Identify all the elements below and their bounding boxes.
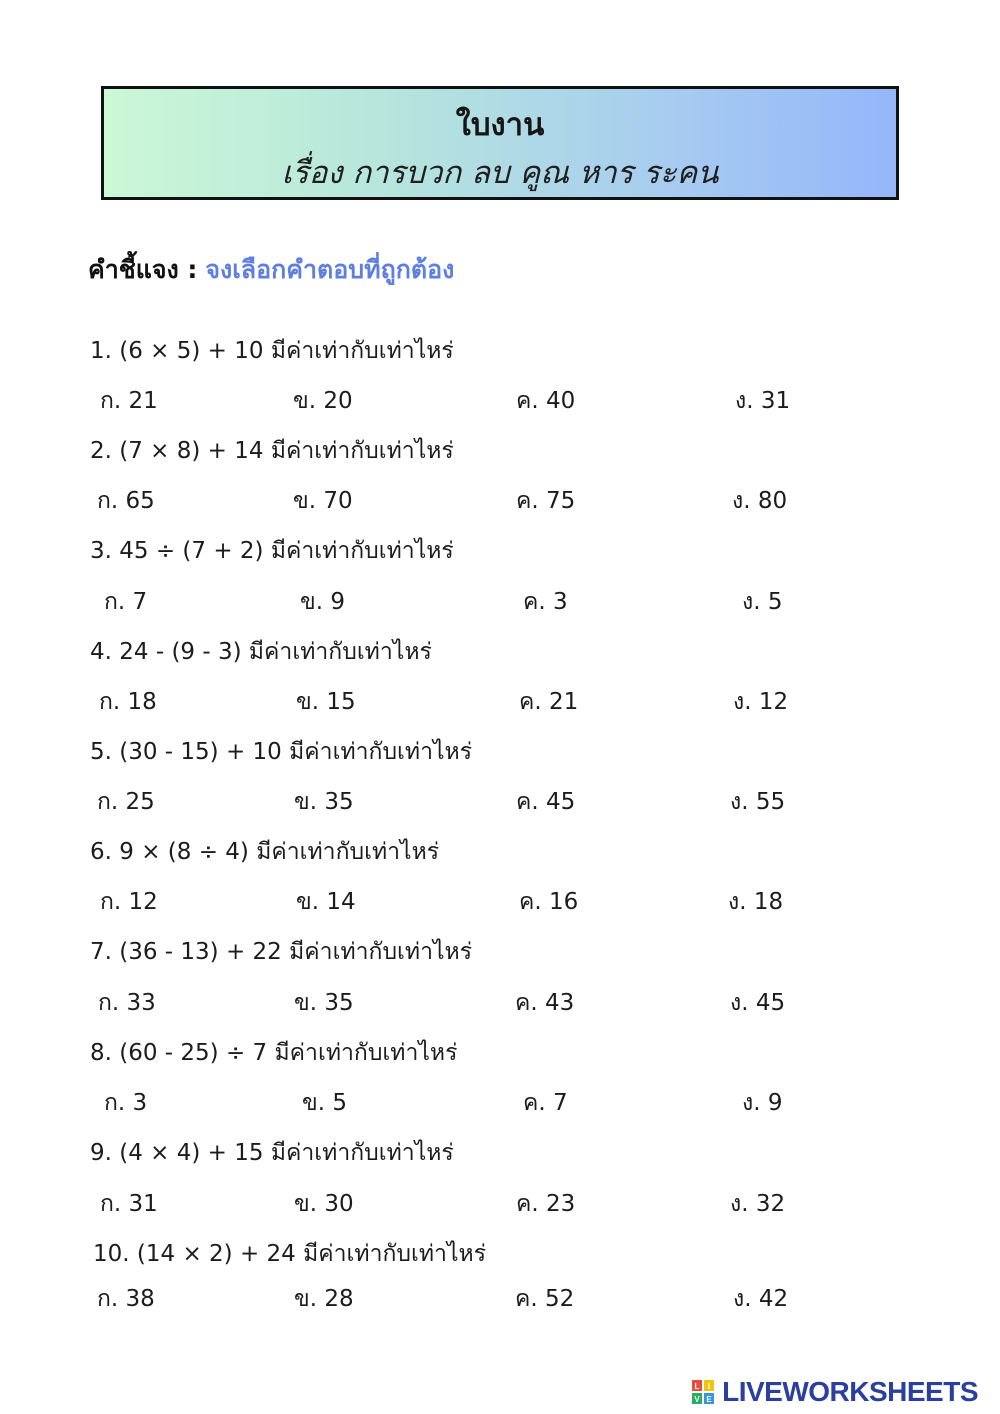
question-6-choice-3[interactable]: ค. 16 — [519, 889, 579, 915]
watermark-text: LIVEWORKSHEETS — [722, 1376, 979, 1407]
question-10-choice-3[interactable]: ค. 52 — [515, 1286, 575, 1312]
question-9: 9. (4 × 4) + 15 มีค่าเท่ากับเท่าไหร่ — [90, 1140, 454, 1166]
question-4-choice-1[interactable]: ก. 18 — [99, 689, 157, 715]
question-10: 10. (14 × 2) + 24 มีค่าเท่ากับเท่าไหร่ — [93, 1241, 487, 1267]
question-5: 5. (30 - 15) + 10 มีค่าเท่ากับเท่าไหร่ — [90, 739, 473, 765]
question-9-choice-1[interactable]: ก. 31 — [100, 1191, 158, 1217]
question-7-choice-1[interactable]: ก. 33 — [98, 990, 156, 1016]
question-8-choice-3[interactable]: ค. 7 — [523, 1090, 568, 1116]
question-5-choice-3[interactable]: ค. 45 — [516, 789, 576, 815]
question-2-choice-2[interactable]: ข. 70 — [293, 488, 353, 514]
question-9-choice-3[interactable]: ค. 23 — [516, 1191, 576, 1217]
question-9-choice-2[interactable]: ข. 30 — [294, 1191, 354, 1217]
svg-text:V: V — [694, 1395, 700, 1404]
question-4-choice-3[interactable]: ค. 21 — [519, 689, 579, 715]
question-7: 7. (36 - 13) + 22 มีค่าเท่ากับเท่าไหร่ — [90, 939, 473, 965]
instruction-text: จงเลือกคำตอบที่ถูกต้อง — [205, 255, 455, 284]
question-1-choice-4[interactable]: ง. 31 — [735, 388, 791, 414]
question-2-choice-1[interactable]: ก. 65 — [97, 488, 155, 514]
question-10-choice-4[interactable]: ง. 42 — [733, 1286, 789, 1312]
question-7-choice-3[interactable]: ค. 43 — [515, 990, 575, 1016]
question-5-choice-4[interactable]: ง. 55 — [730, 789, 786, 815]
question-6: 6. 9 × (8 ÷ 4) มีค่าเท่ากับเท่าไหร่ — [90, 839, 440, 865]
question-1-choice-3[interactable]: ค. 40 — [516, 388, 576, 414]
question-3: 3. 45 ÷ (7 + 2) มีค่าเท่ากับเท่าไหร่ — [90, 538, 454, 564]
question-1-choice-2[interactable]: ข. 20 — [293, 388, 353, 414]
question-2-choice-3[interactable]: ค. 75 — [516, 488, 576, 514]
question-2-choice-4[interactable]: ง. 80 — [732, 488, 788, 514]
question-1-choice-1[interactable]: ก. 21 — [100, 388, 158, 414]
question-7-choice-2[interactable]: ข. 35 — [294, 990, 354, 1016]
question-6-choice-1[interactable]: ก. 12 — [100, 889, 158, 915]
question-8-choice-2[interactable]: ข. 5 — [302, 1090, 347, 1116]
instruction — [88, 250, 454, 290]
question-4-choice-2[interactable]: ข. 15 — [296, 689, 356, 715]
question-3-choice-2[interactable]: ข. 9 — [300, 589, 345, 615]
question-5-choice-1[interactable]: ก. 25 — [97, 789, 155, 815]
question-10-choice-1[interactable]: ก. 38 — [97, 1286, 155, 1312]
question-8-choice-4[interactable]: ง. 9 — [742, 1090, 783, 1116]
question-3-choice-3[interactable]: ค. 3 — [523, 589, 568, 615]
title-box — [101, 86, 899, 200]
svg-text:E: E — [706, 1395, 712, 1404]
question-8: 8. (60 - 25) ÷ 7 มีค่าเท่ากับเท่าไหร่ — [90, 1040, 458, 1066]
question-7-choice-4[interactable]: ง. 45 — [730, 990, 786, 1016]
question-4: 4. 24 - (9 - 3) มีค่าเท่ากับเท่าไหร่ — [90, 639, 432, 665]
svg-text:I: I — [707, 1382, 711, 1391]
question-3-choice-4[interactable]: ง. 5 — [742, 589, 783, 615]
question-9-choice-4[interactable]: ง. 32 — [730, 1191, 786, 1217]
question-4-choice-4[interactable]: ง. 12 — [733, 689, 789, 715]
question-6-choice-4[interactable]: ง. 18 — [728, 889, 784, 915]
liveworksheets-watermark — [692, 1376, 978, 1408]
question-2: 2. (7 × 8) + 14 มีค่าเท่ากับเท่าไหร่ — [90, 438, 454, 464]
question-6-choice-2[interactable]: ข. 14 — [296, 889, 356, 915]
question-3-choice-1[interactable]: ก. 7 — [104, 589, 148, 615]
worksheet-subtitle: เรื่อง การบวก ลบ คูณ หาร ระคน — [281, 155, 719, 191]
svg-text:L: L — [694, 1382, 700, 1391]
question-5-choice-2[interactable]: ข. 35 — [294, 789, 354, 815]
question-1: 1. (6 × 5) + 10 มีค่าเท่ากับเท่าไหร่ — [90, 338, 454, 364]
liveworksheets-logo-icon — [692, 1380, 714, 1404]
instruction-label: คำชี้แจง : — [88, 255, 198, 284]
question-10-choice-2[interactable]: ข. 28 — [294, 1286, 354, 1312]
question-8-choice-1[interactable]: ก. 3 — [104, 1090, 148, 1116]
worksheet-title: ใบงาน — [455, 107, 545, 143]
